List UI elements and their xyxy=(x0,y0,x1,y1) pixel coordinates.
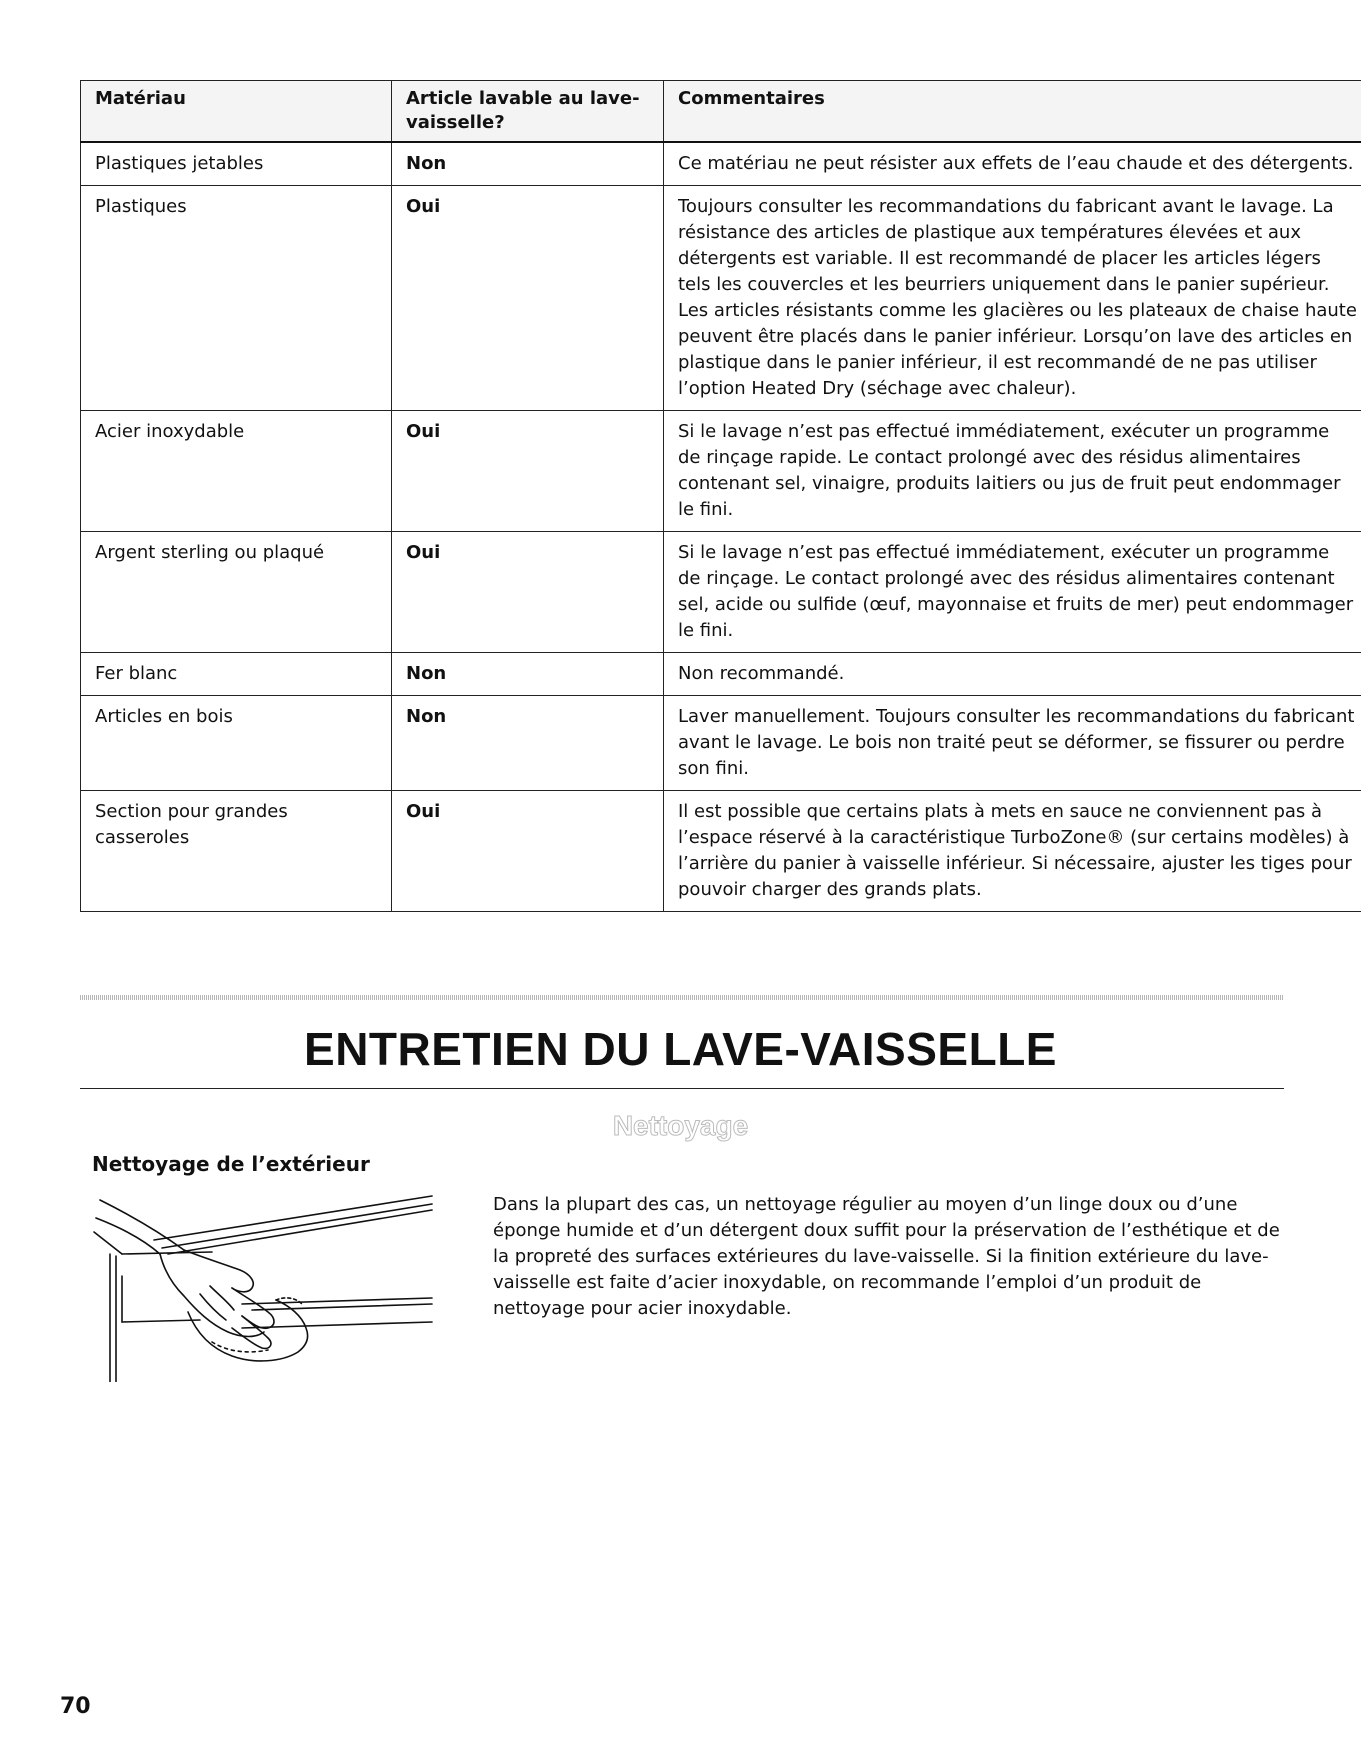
table-row xyxy=(81,532,1361,653)
table-row xyxy=(81,696,1361,791)
material-cell: Acier inoxydable xyxy=(81,411,392,532)
header-material: Matériau xyxy=(81,81,392,143)
table-row xyxy=(81,653,1361,696)
comment-cell: Non recommandé. xyxy=(664,653,1361,696)
material-cell: Fer blanc xyxy=(81,653,392,696)
exterior-cleaning-text: Dans la plupart des cas, un nettoyage régulier au moyen d’un linge doux ou d’une éponge humide et d’un détergent doux suffit pour la préservation de l’esthétique et de la propreté des surfaces extérieures du lave-vaisselle. Si la finition extérieure du lave-vaisselle est faite d’acier inoxydable, on recommande l’emploi d’un produit de nettoyage pour acier inoxydable. xyxy=(493,1194,1280,1319)
washable-cell: Oui xyxy=(392,791,664,912)
material-cell: Articles en bois xyxy=(81,696,392,791)
comment-cell: Si le lavage n’est pas effectué immédiatement, exécuter un programme de rinçage. Le contact prolongé avec des résidus alimentaires contenant sel, acide ou sulfide (œuf, mayonnaise et fruits de mer) peut endommager le fini. xyxy=(664,532,1361,653)
washable-cell: Oui xyxy=(392,532,664,653)
table-row xyxy=(81,186,1361,411)
table-row xyxy=(81,142,1361,186)
section-title: ENTRETIEN DU LAVE-VAISSELLE xyxy=(304,1023,1057,1075)
exterior-cleaning-heading: Nettoyage de l’extérieur xyxy=(92,1152,370,1176)
material-cell: Section pour grandes casseroles xyxy=(81,791,392,912)
material-cell: Argent sterling ou plaqué xyxy=(81,532,392,653)
washable-cell: Non xyxy=(392,142,664,186)
hand-wiping-cloth-icon xyxy=(92,1192,442,1382)
material-cell: Plastiques xyxy=(81,186,392,411)
title-rule xyxy=(80,1088,1284,1089)
comment-cell: Toujours consulter les recommandations du fabricant avant le lavage. La résistance des articles de plastique aux températures élevées et aux détergents est variable. Il est recommandé de placer les articles légers tels les couvercles et les beurriers uniquement dans le panier supérieur. Les articles résistants comme les glacières ou les plateaux de chaise haute peuvent être placés dans le panier inférieur. Lorsqu’on lave des articles en plastique dans le panier inférieur, il est recommandé de ne pas utiliser l’option Heated Dry (séchage avec chaleur). xyxy=(664,186,1361,411)
page-number: 70 xyxy=(60,1694,91,1719)
table-row xyxy=(81,791,1361,912)
comment-cell: Ce matériau ne peut résister aux effets de l’eau chaude et des détergents. xyxy=(664,142,1361,186)
washable-cell: Oui xyxy=(392,411,664,532)
materials-table xyxy=(80,80,1361,912)
table-header-row xyxy=(81,81,1361,143)
header-washable: Article lavable au lave-vaisselle? xyxy=(392,81,664,143)
washable-cell: Oui xyxy=(392,186,664,411)
dotted-divider xyxy=(80,995,1284,1000)
washable-cell: Non xyxy=(392,653,664,696)
comment-cell: Il est possible que certains plats à mets en sauce ne conviennent pas à l’espace réservé à la caractéristique TurboZone® (sur certains modèles) à l’arrière du panier à vaisselle inférieur. Si nécessaire, ajuster les tiges pour pouvoir charger des grands plats. xyxy=(664,791,1361,912)
material-cell: Plastiques jetables xyxy=(81,142,392,186)
comment-cell: Laver manuellement. Toujours consulter les recommandations du fabricant avant le lavage. Le bois non traité peut se déformer, se fissurer ou perdre son fini. xyxy=(664,696,1361,791)
comment-cell: Si le lavage n’est pas effectué immédiatement, exécuter un programme de rinçage rapide. Le contact prolongé avec des résidus alimentaires contenant sel, vinaigre, produits laitiers ou jus de fruit peut endommager le fini. xyxy=(664,411,1361,532)
washable-cell: Non xyxy=(392,696,664,791)
header-comments: Commentaires xyxy=(664,81,1361,143)
section-subtitle: Nettoyage xyxy=(612,1110,749,1141)
table-row xyxy=(81,411,1361,532)
